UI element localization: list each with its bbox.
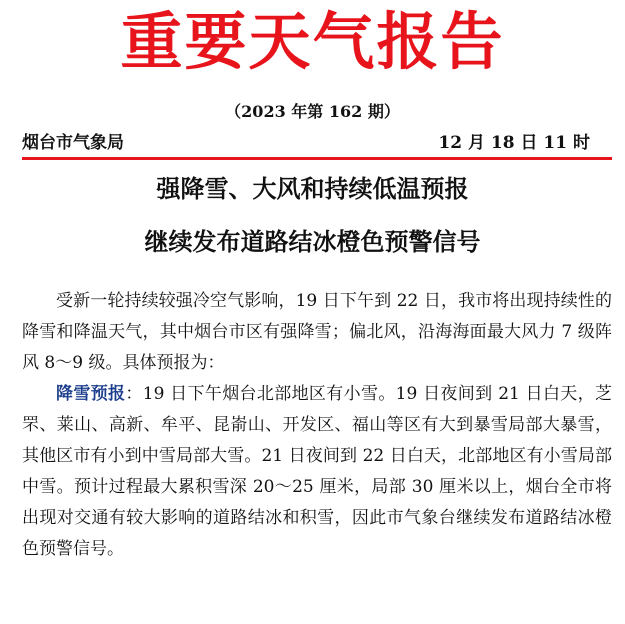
issuer-date-line [22, 130, 612, 156]
headline-line-1: 强降雪、大风和持续低温预报 [156, 175, 469, 203]
body-paragraph-snow-forecast [22, 379, 612, 565]
issue-number: （2023 年第 162 期） [225, 102, 400, 121]
snow-forecast-label: 降雪预报 [56, 384, 126, 404]
body-paragraph-intro: 受新一轮持续较强冷空气影响，19 日下午到 22 日，我市将出现持续性的降雪和降温天气，其中烟台市区有强降雪；偏北风，沿海海面最大风力 7 级阵风 8～9 级。具体预报为： [22, 291, 612, 373]
headline-line-2: 继续发布道路结冰橙色预警信号 [144, 228, 481, 256]
report-masthead-title: 重要天气报告 [120, 5, 505, 78]
header-divider-rule [22, 157, 612, 160]
issuer-name: 烟台市气象局 [22, 133, 124, 153]
issue-datetime: 12 月 18 日 11 时 [438, 133, 590, 153]
report-body [22, 286, 612, 565]
snow-forecast-text: ：19 日下午烟台北部地区有小雪。19 日夜间到 21 日白天，芝罘、莱山、高新、牟平、昆嵛山、开发区、福山等区有大到暴雪局部大暴雪，其他区市有小到中雪局部大雪。21 日夜间到 22 日白天，北部地区有小雪局部中雪。预计过程最大累积雪深 20～25 厘米，局部 30 厘米以上，烟台全市将出现对交通有较大影响的道路结冰和积雪，因此市气象台继续发布道路结冰橙色预警信号。 [22, 384, 613, 559]
